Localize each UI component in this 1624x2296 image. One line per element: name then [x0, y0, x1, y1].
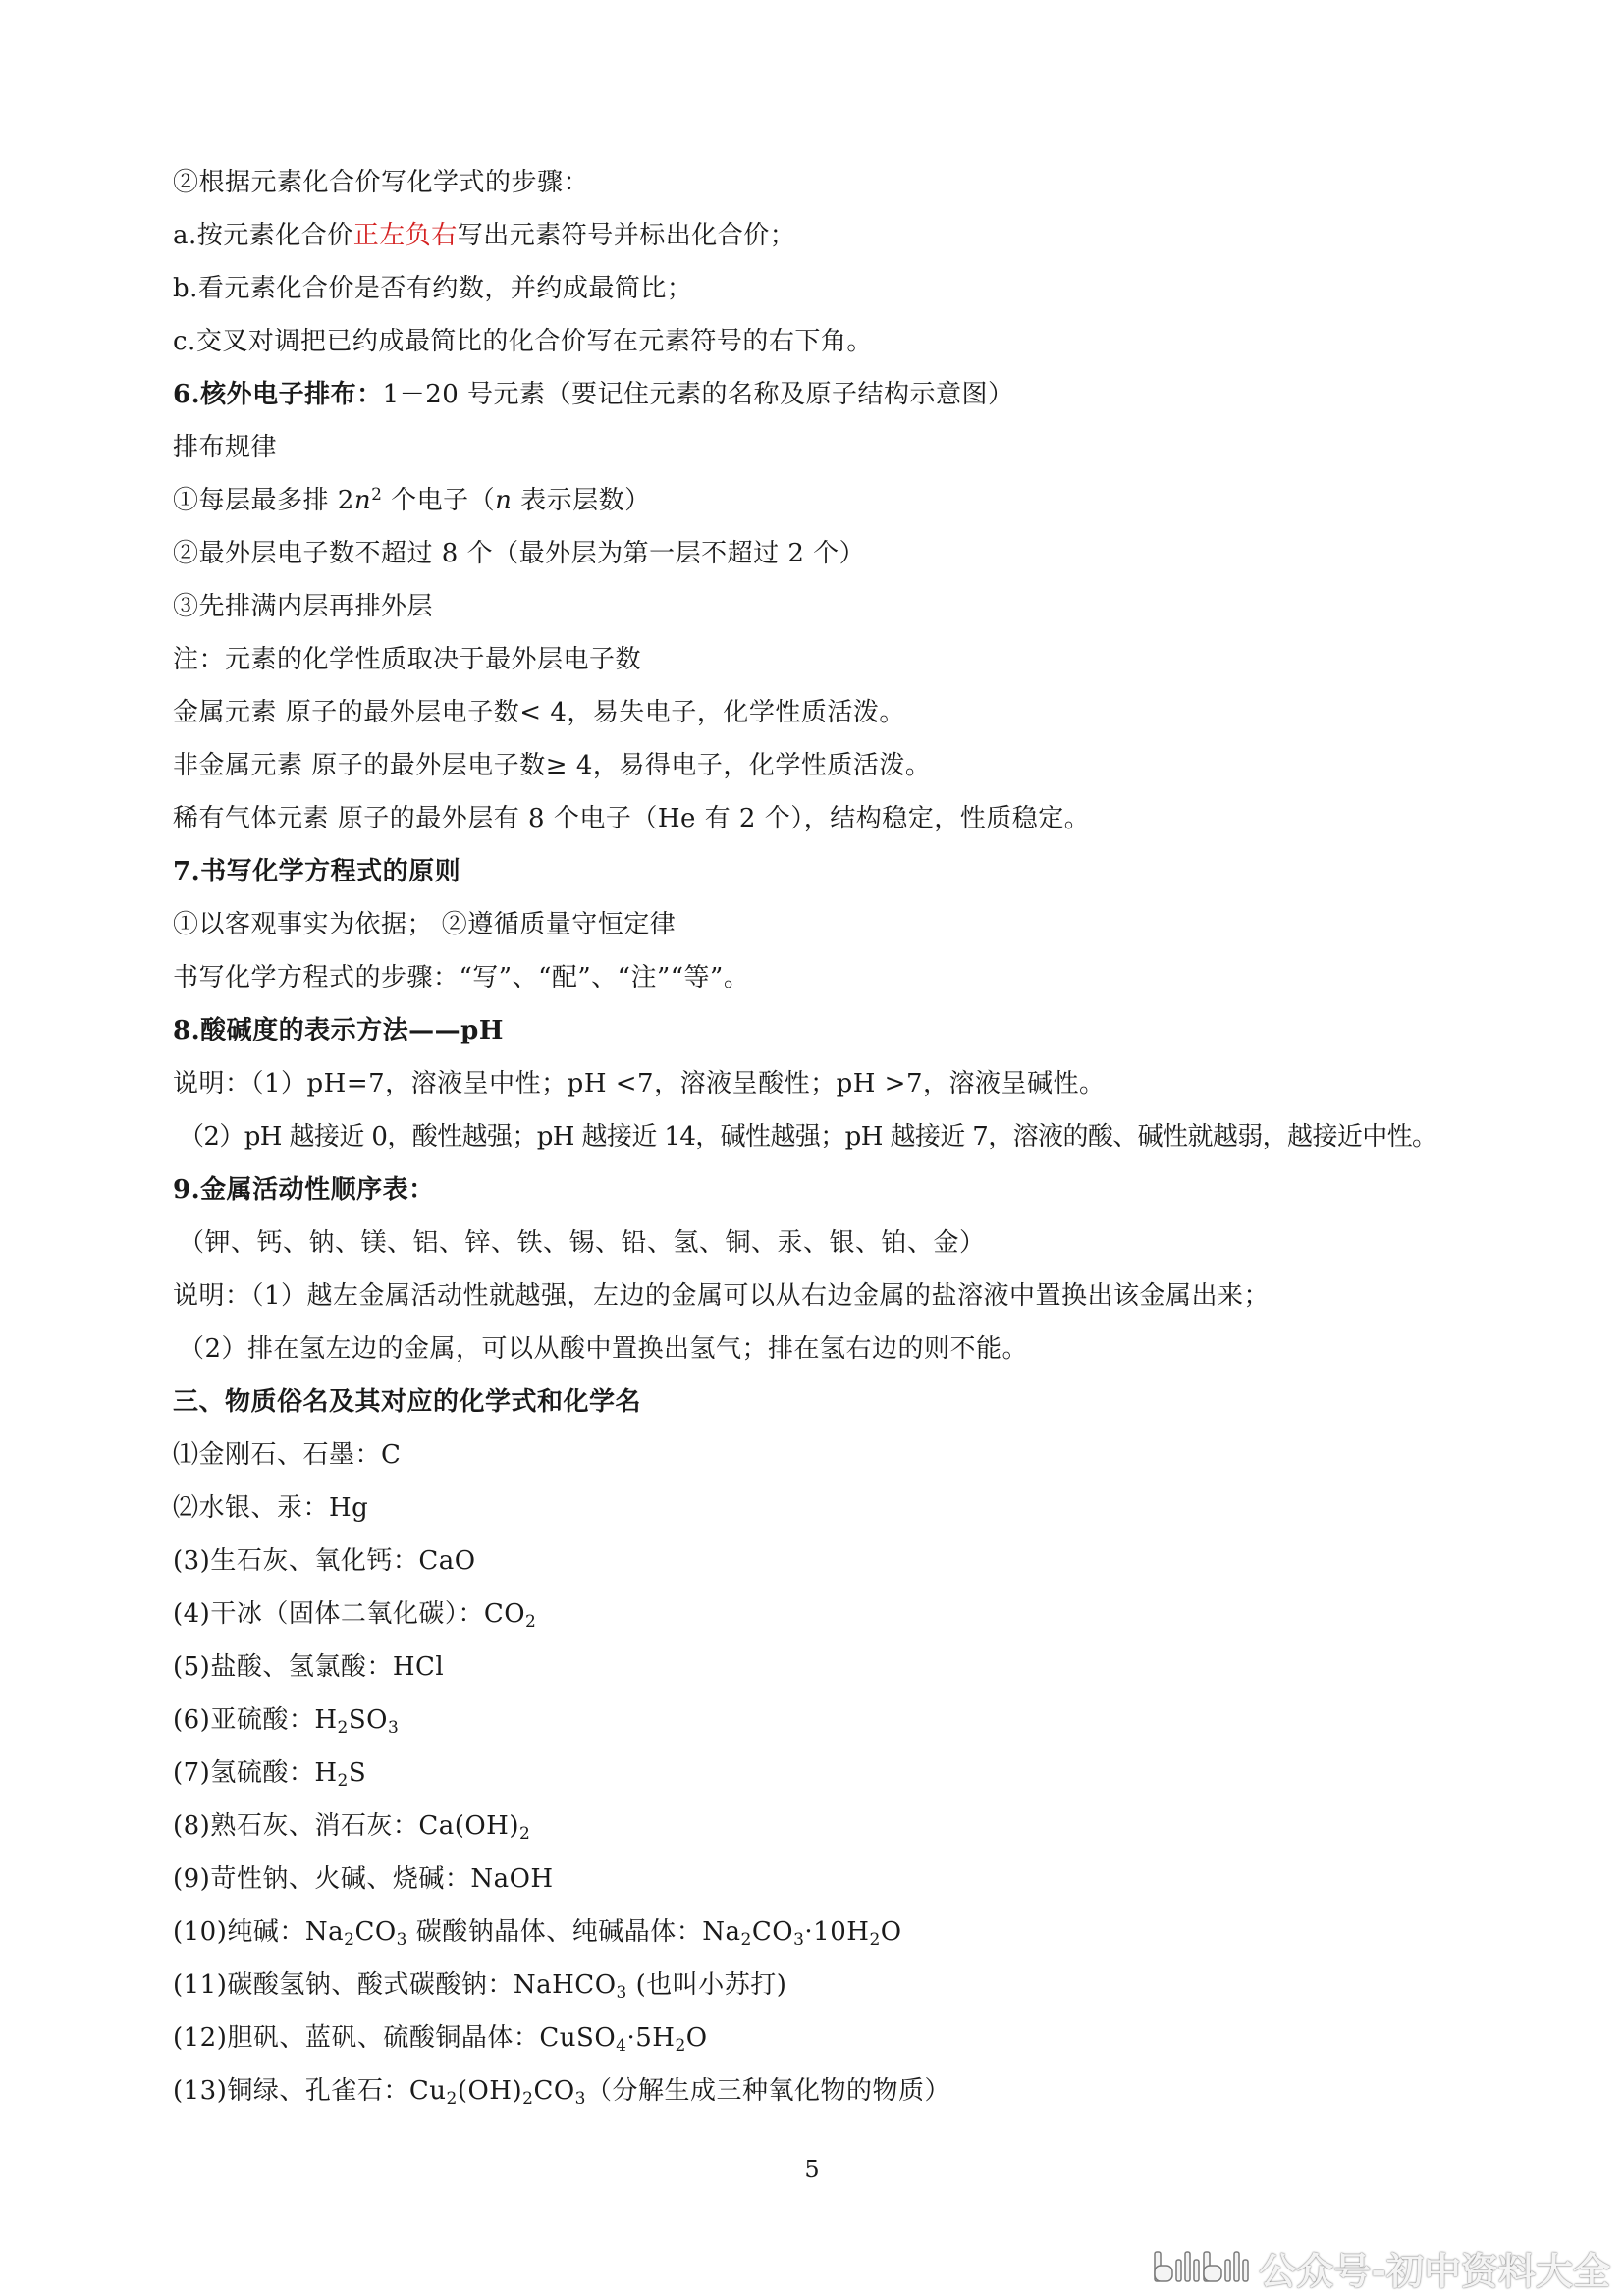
line-32	[173, 1808, 530, 1843]
line-35	[173, 1967, 786, 2002]
line-18: 说明：（1）pH=7，溶液呈中性；pH <7，溶液呈酸性；pH >7，溶液呈碱性。	[173, 1069, 1106, 1098]
line-10: 注：元素的化学性质取决于最外层电子数	[173, 645, 642, 674]
line-37-sub: 2	[446, 2089, 458, 2109]
watermark	[1151, 2246, 1610, 2293]
line-22: 说明：（1）越左金属活动性就越强，左边的金属可以从右边金属的盐溶液中置换出该金属出来；	[173, 1281, 1271, 1310]
line-12: 非金属元素 原子的最外层电子数≥ 4，易得电子，化学性质活泼。	[173, 751, 932, 780]
line-30-sub2: 3	[387, 1718, 400, 1737]
line-34-sub3: 2	[740, 1930, 752, 1949]
line-3: b.看元素化合价是否有约数，并约成最简比；	[173, 274, 693, 303]
line-16: 书写化学方程式的步骤：“写”、“配”、“注”“等”。	[173, 963, 750, 992]
line-28-a: (4)干冰（固体二氧化碳）：CO	[173, 1599, 526, 1629]
line-34-a: (10)纯碱：Na	[173, 1917, 345, 1947]
line-7-n: n	[353, 486, 372, 515]
line-36-a: (12)胆矾、蓝矾、硫酸铜晶体：CuSO	[173, 2023, 617, 2053]
line-31-a: (7)氢硫酸：H	[173, 1758, 338, 1788]
line-7-n2: n	[495, 486, 513, 515]
section-7-heading: 7.书写化学方程式的原则	[173, 857, 461, 886]
section-8-heading: 8.酸碱度的表示方法——pH	[173, 1016, 504, 1045]
line-34-d: CO	[751, 1917, 794, 1947]
line-37	[173, 2073, 950, 2109]
line-31	[173, 1755, 366, 1790]
line-1: ②根据元素化合价写化学式的步骤：	[173, 168, 590, 197]
line-31-b: S	[348, 1758, 367, 1788]
line-30-b: SO	[348, 1705, 388, 1735]
line-35-a: (11)碳酸氢钠、酸式碳酸钠：NaHCO	[173, 1970, 617, 2000]
line-7-b: 个电子（	[382, 486, 496, 515]
line-36	[173, 2020, 708, 2056]
line-29: (5)盐酸、氢氯酸：HCl	[173, 1652, 445, 1682]
line-36-sub: 4	[616, 2036, 627, 2056]
line-37-a: (13)铜绿、孔雀石：Cu	[173, 2076, 447, 2106]
line-13: 稀有气体元素 原子的最外层有 8 个电子（He 有 2 个），结构稳定，性质稳定。	[173, 804, 1091, 833]
line-15: ①以客观事实为依据； ②遵循质量守恒定律	[173, 910, 677, 939]
line-37-sub3: 3	[574, 2089, 586, 2109]
line-8: ②最外层电子数不超过 8 个（最外层为第一层不超过 2 个）	[173, 539, 866, 568]
section-3-heading: 三、物质俗名及其对应的化学式和化学名	[173, 1387, 642, 1416]
line-30	[173, 1702, 399, 1737]
line-23: （2）排在氢左边的金属，可以从酸中置换出氢气；排在氢右边的则不能。	[179, 1334, 1029, 1363]
line-34-f: O	[880, 1917, 902, 1947]
section-6-title: 6.核外电子排布：	[173, 380, 383, 409]
line-30-sub: 2	[337, 1718, 349, 1737]
line-34-sub4: 3	[793, 1930, 805, 1949]
line-36-c: O	[685, 2023, 708, 2053]
line-7-c: 表示层数）	[512, 486, 651, 515]
line-2-text-b: 写出元素符号并标出化合价；	[457, 221, 796, 250]
line-19: （2）pH 越接近 0，酸性越强；pH 越接近 14，碱性越强；pH 越接近 7，溶液的酸、碱性就越弱，越接近中性。	[179, 1122, 1437, 1151]
line-37-b: (OH)	[457, 2076, 523, 2106]
bilibili-logo-icon	[1151, 2248, 1253, 2287]
line-7-a: ①每层最多排 2	[173, 486, 354, 515]
line-35-sub: 3	[616, 1983, 627, 2002]
line-34-sub2: 3	[396, 1930, 407, 1949]
line-28	[173, 1596, 536, 1631]
line-37-d: （分解生成三种氧化物的物质）	[586, 2076, 951, 2106]
line-34-b: CO	[354, 1917, 397, 1947]
line-11: 金属元素 原子的最外层电子数< 4，易失电子，化学性质活泼。	[173, 698, 905, 727]
line-34-sub5: 2	[869, 1930, 881, 1949]
line-7	[173, 483, 651, 518]
line-9: ③先排满内层再排外层	[173, 592, 434, 621]
line-2-text-a: a.按元素化合价	[173, 221, 353, 250]
watermark-text: 公众号-初中资料大全	[1259, 2249, 1610, 2293]
section-9-heading: 9.金属活动性顺序表：	[173, 1175, 435, 1204]
line-25: ⑴金刚石、石墨：C	[173, 1440, 402, 1469]
highlight-text: 正左负右	[352, 221, 458, 250]
line-26: ⑵水银、汞：Hg	[173, 1493, 369, 1522]
line-6: 排布规律	[173, 433, 278, 462]
line-34-sub1: 2	[344, 1930, 355, 1949]
line-4: c.交叉对调把已约成最简比的化合价写在元素符号的右下角。	[173, 327, 873, 356]
line-35-b: (也叫小苏打)	[626, 1970, 787, 2000]
section-6-heading	[173, 377, 1014, 412]
line-27: (3)生石灰、氧化钙：CaO	[173, 1546, 476, 1575]
line-30-a: (6)亚硫酸：H	[173, 1705, 338, 1735]
line-2	[173, 218, 795, 253]
section-6-subtitle: 1－20 号元素（要记住元素的名称及原子结构示意图）	[382, 380, 1014, 409]
line-34-e: ·10H	[804, 1917, 870, 1947]
line-34	[173, 1914, 902, 1949]
line-31-sub: 2	[337, 1771, 349, 1790]
line-21: （钾、钙、钠、镁、铝、锌、铁、锡、铅、氢、铜、汞、银、铂、金）	[179, 1228, 986, 1257]
line-7-sup: 2	[371, 485, 383, 505]
page-number: 5	[804, 2156, 820, 2183]
line-37-c: CO	[533, 2076, 575, 2106]
line-36-sub2: 2	[675, 2036, 686, 2056]
line-32-sub: 2	[519, 1824, 531, 1843]
line-28-sub: 2	[525, 1612, 537, 1631]
line-33: (9)苛性钠、火碱、烧碱：NaOH	[173, 1864, 554, 1894]
line-37-sub2: 2	[522, 2089, 534, 2109]
line-34-c: 碳酸钠晶体、纯碱晶体：Na	[407, 1917, 741, 1947]
line-36-b: ·5H	[626, 2023, 676, 2053]
line-32-a: (8)熟石灰、消石灰：Ca(OH)	[173, 1811, 520, 1841]
